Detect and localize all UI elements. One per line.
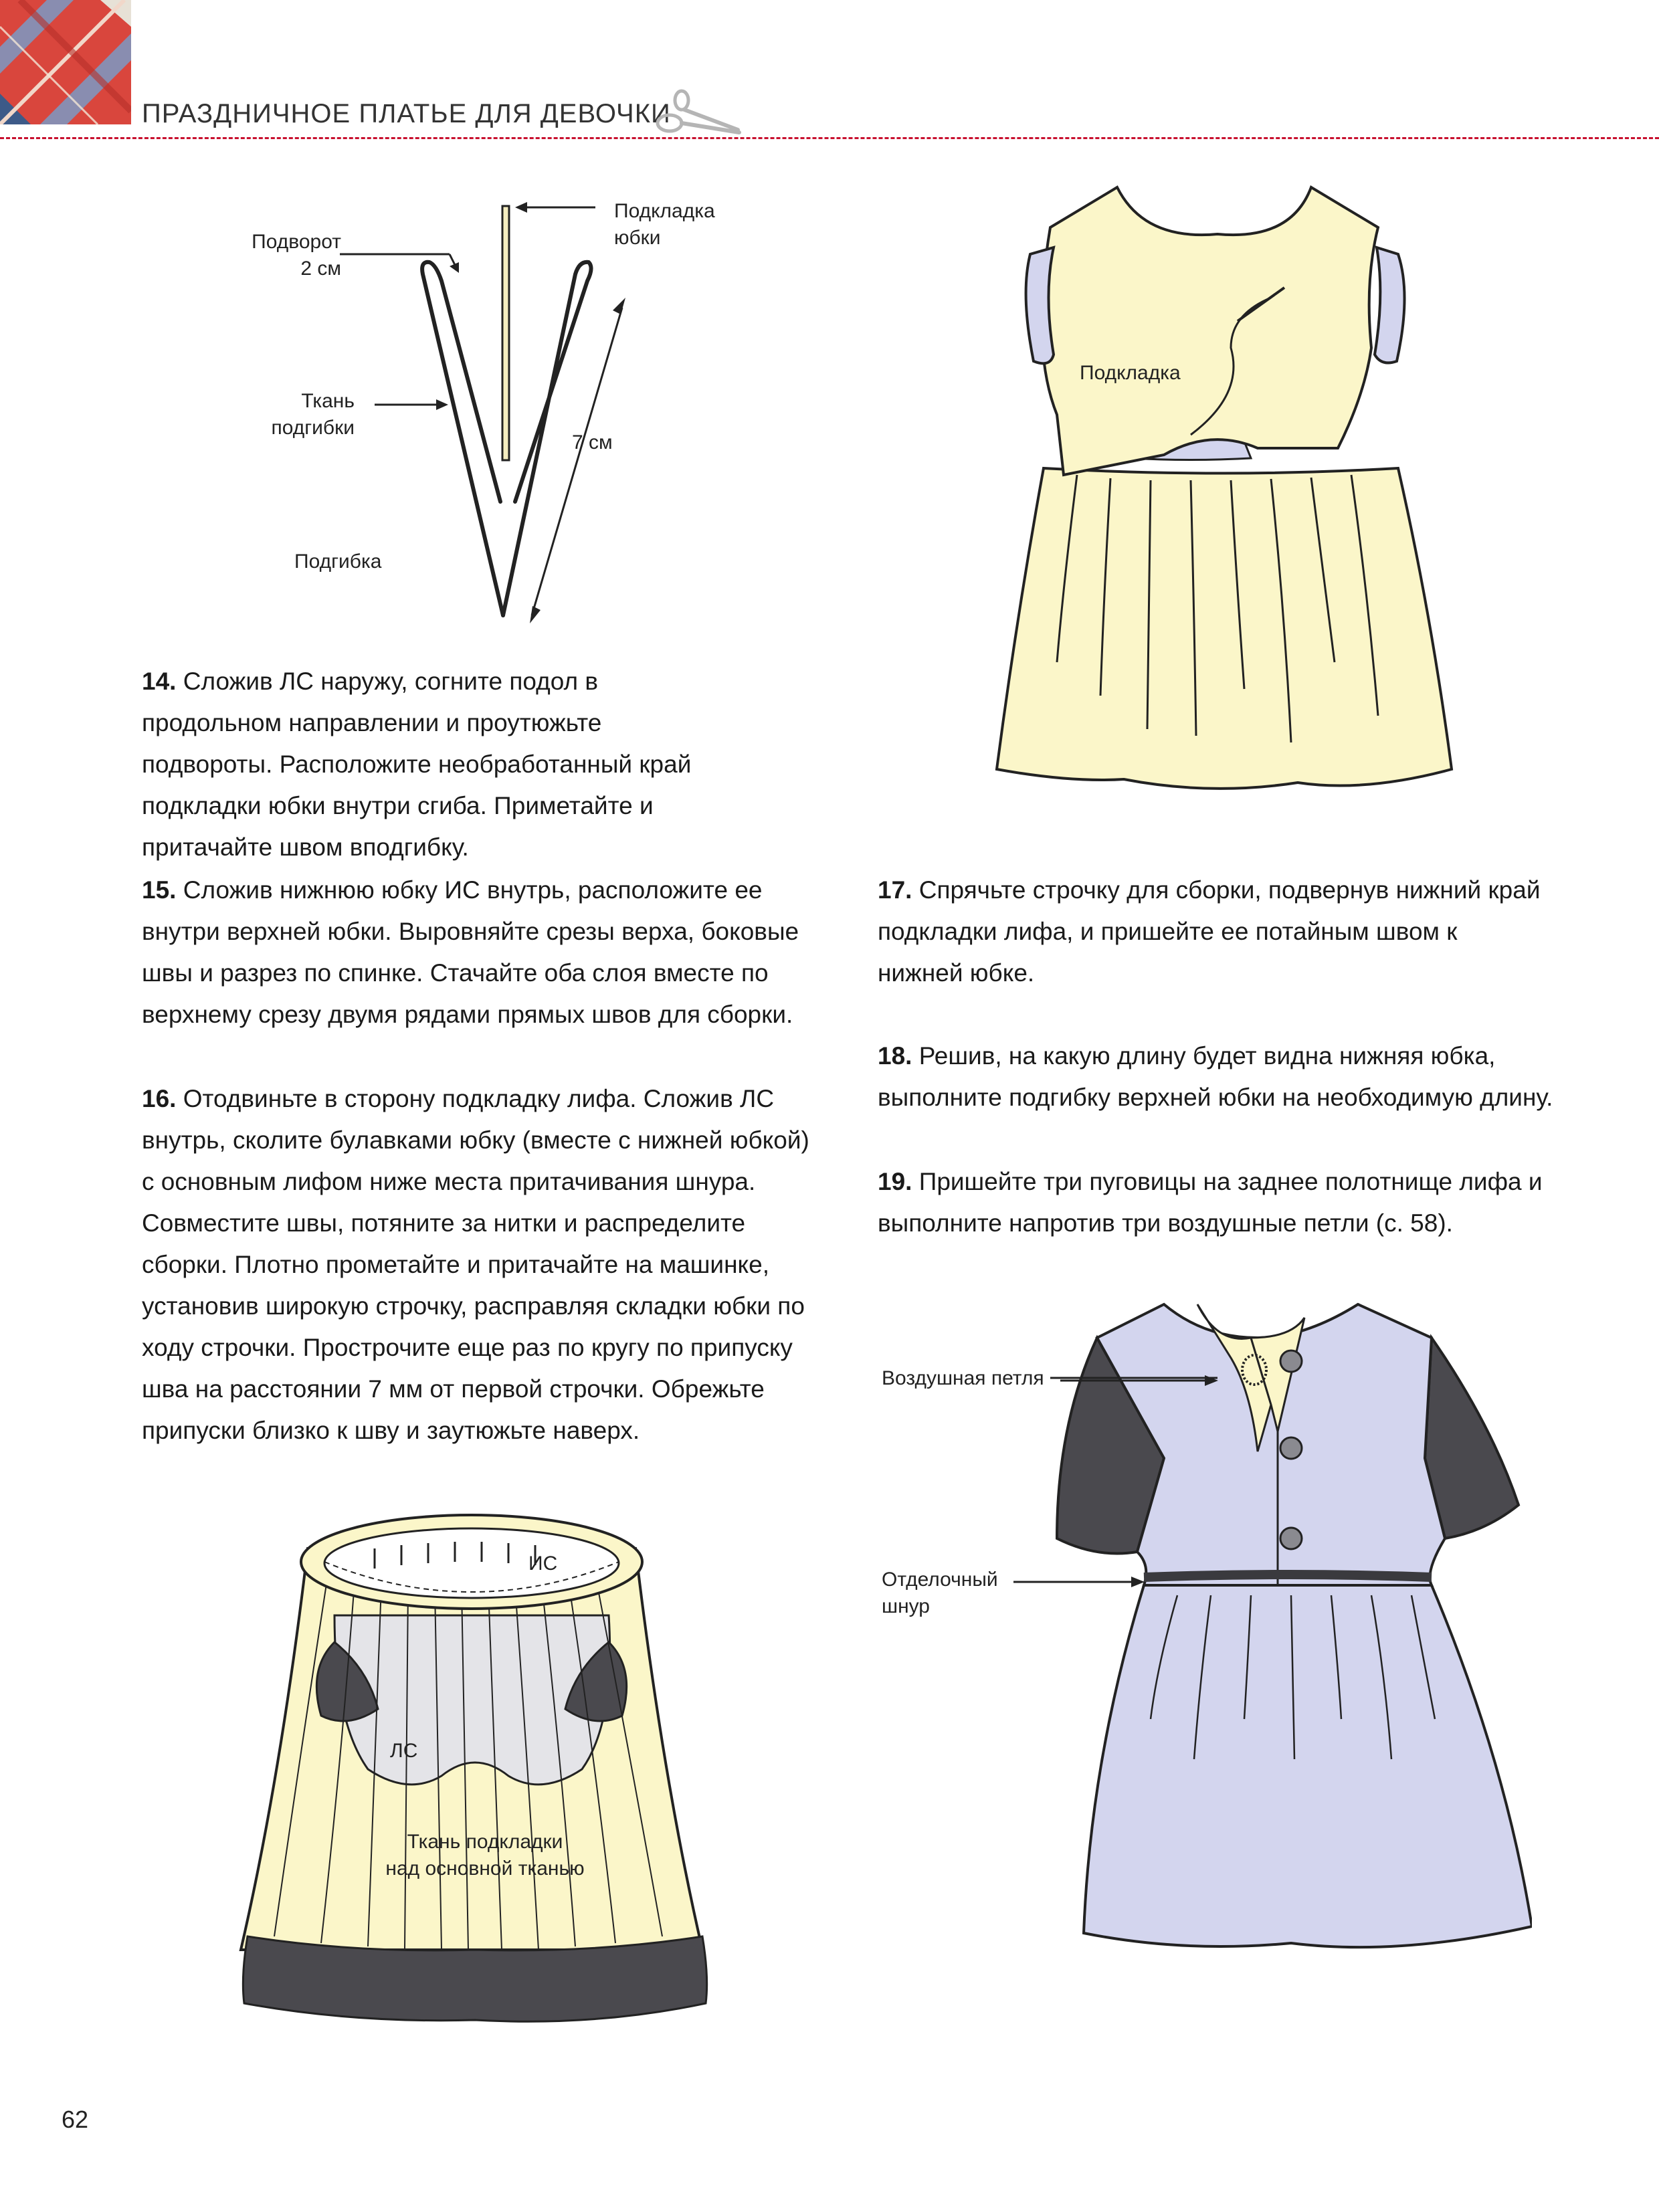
header-title: ПРАЗДНИЧНОЕ ПЛАТЬЕ ДЛЯ ДЕВОЧКИ [142,99,671,128]
step-number: 15. [142,876,177,904]
trim-cord-label: Отделочный шнур [882,1569,998,1617]
step-15 [142,870,817,1035]
step-number: 16. [142,1085,177,1112]
lining-over-fabric-caption: Ткань подкладки над основной тканью [385,1831,585,1880]
step-14 [142,661,730,868]
right-side-label: ЛС [390,1740,418,1762]
loop-arrow [1060,1374,1221,1387]
step-text: Сложив ЛС наружу, согните подол в продольном направлении и проутюжьте подвороты. Расположите необработанный край подкладки юбки внутри сгиба. Приметайте и притачайте швом вподгибку. [142,668,692,861]
lining-skirt-label: Подкладка юбки [614,200,715,249]
dress-lining-label: Подкладка [1080,362,1181,384]
step-16 [142,1078,817,1451]
page-number: 62 [62,2106,89,2133]
step-number: 14. [142,668,177,695]
header-dashed-rule [0,137,1659,139]
cord-arrow [1013,1575,1147,1589]
step-number: 17. [878,876,912,904]
scissors-icon [652,86,746,139]
step-19 [878,1161,1547,1244]
step-text: Решив, на какую длину будет видна нижняя юбка, выполните подгибку верхней юбки на необходимую длину. [878,1042,1553,1111]
hem-label: Подгибка [294,550,382,573]
thread-loop-label: Воздушная петля [882,1367,1044,1389]
header-tartan-swatch [0,0,131,124]
step-18 [878,1035,1560,1118]
skirt-assembly-illustration [234,1508,716,2030]
dress-lining-illustration [990,181,1472,803]
dimension-7cm-label: 7 см [572,431,613,454]
step-text: Отодвиньте в сторону подкладку лифа. Сложив ЛС внутрь, сколите булавками юбку (вместе с нижней юбкой) с основным лифом ниже места притачивания шнура. Совместите швы, потяните за нитки и распределите сборки. Плотно прометайте и притачайте на машинке, установив широкую строчку, расправляя складки юбки по ходу строчки. Прострочите еще раз по кругу по припуску шва на расстоянии 7 мм от первой строчки. Обрежьте припуски близко к шву и заутюжьте наверх. [142,1085,809,1444]
step-17 [878,870,1547,994]
step-text: Спрячьте строчку для сборки, подвернув нижний край подкладки лифа, и пришейте ее потайным швом к нижней юбке. [878,876,1541,987]
turn-allowance-label: Подворот 2 см [252,231,341,280]
wrong-side-label: ИС [528,1552,558,1575]
step-number: 19. [878,1168,912,1195]
step-text: Пришейте три пуговицы на заднее полотнище лифа и выполните напротив три воздушные петли (с. 58). [878,1168,1543,1237]
step-number: 18. [878,1042,912,1070]
finished-dress-illustration [1050,1291,1532,1967]
hem-fabric-label: Ткань подгибки [271,390,355,439]
step-text: Сложив нижнюю юбку ИС внутрь, расположите ее внутри верхней юбки. Выровняйте срезы верха, боковые швы и разрез по спинке. Стачайте оба слоя вместе по верхнему срезу двумя рядами прямых швов для сборки. [142,876,799,1028]
